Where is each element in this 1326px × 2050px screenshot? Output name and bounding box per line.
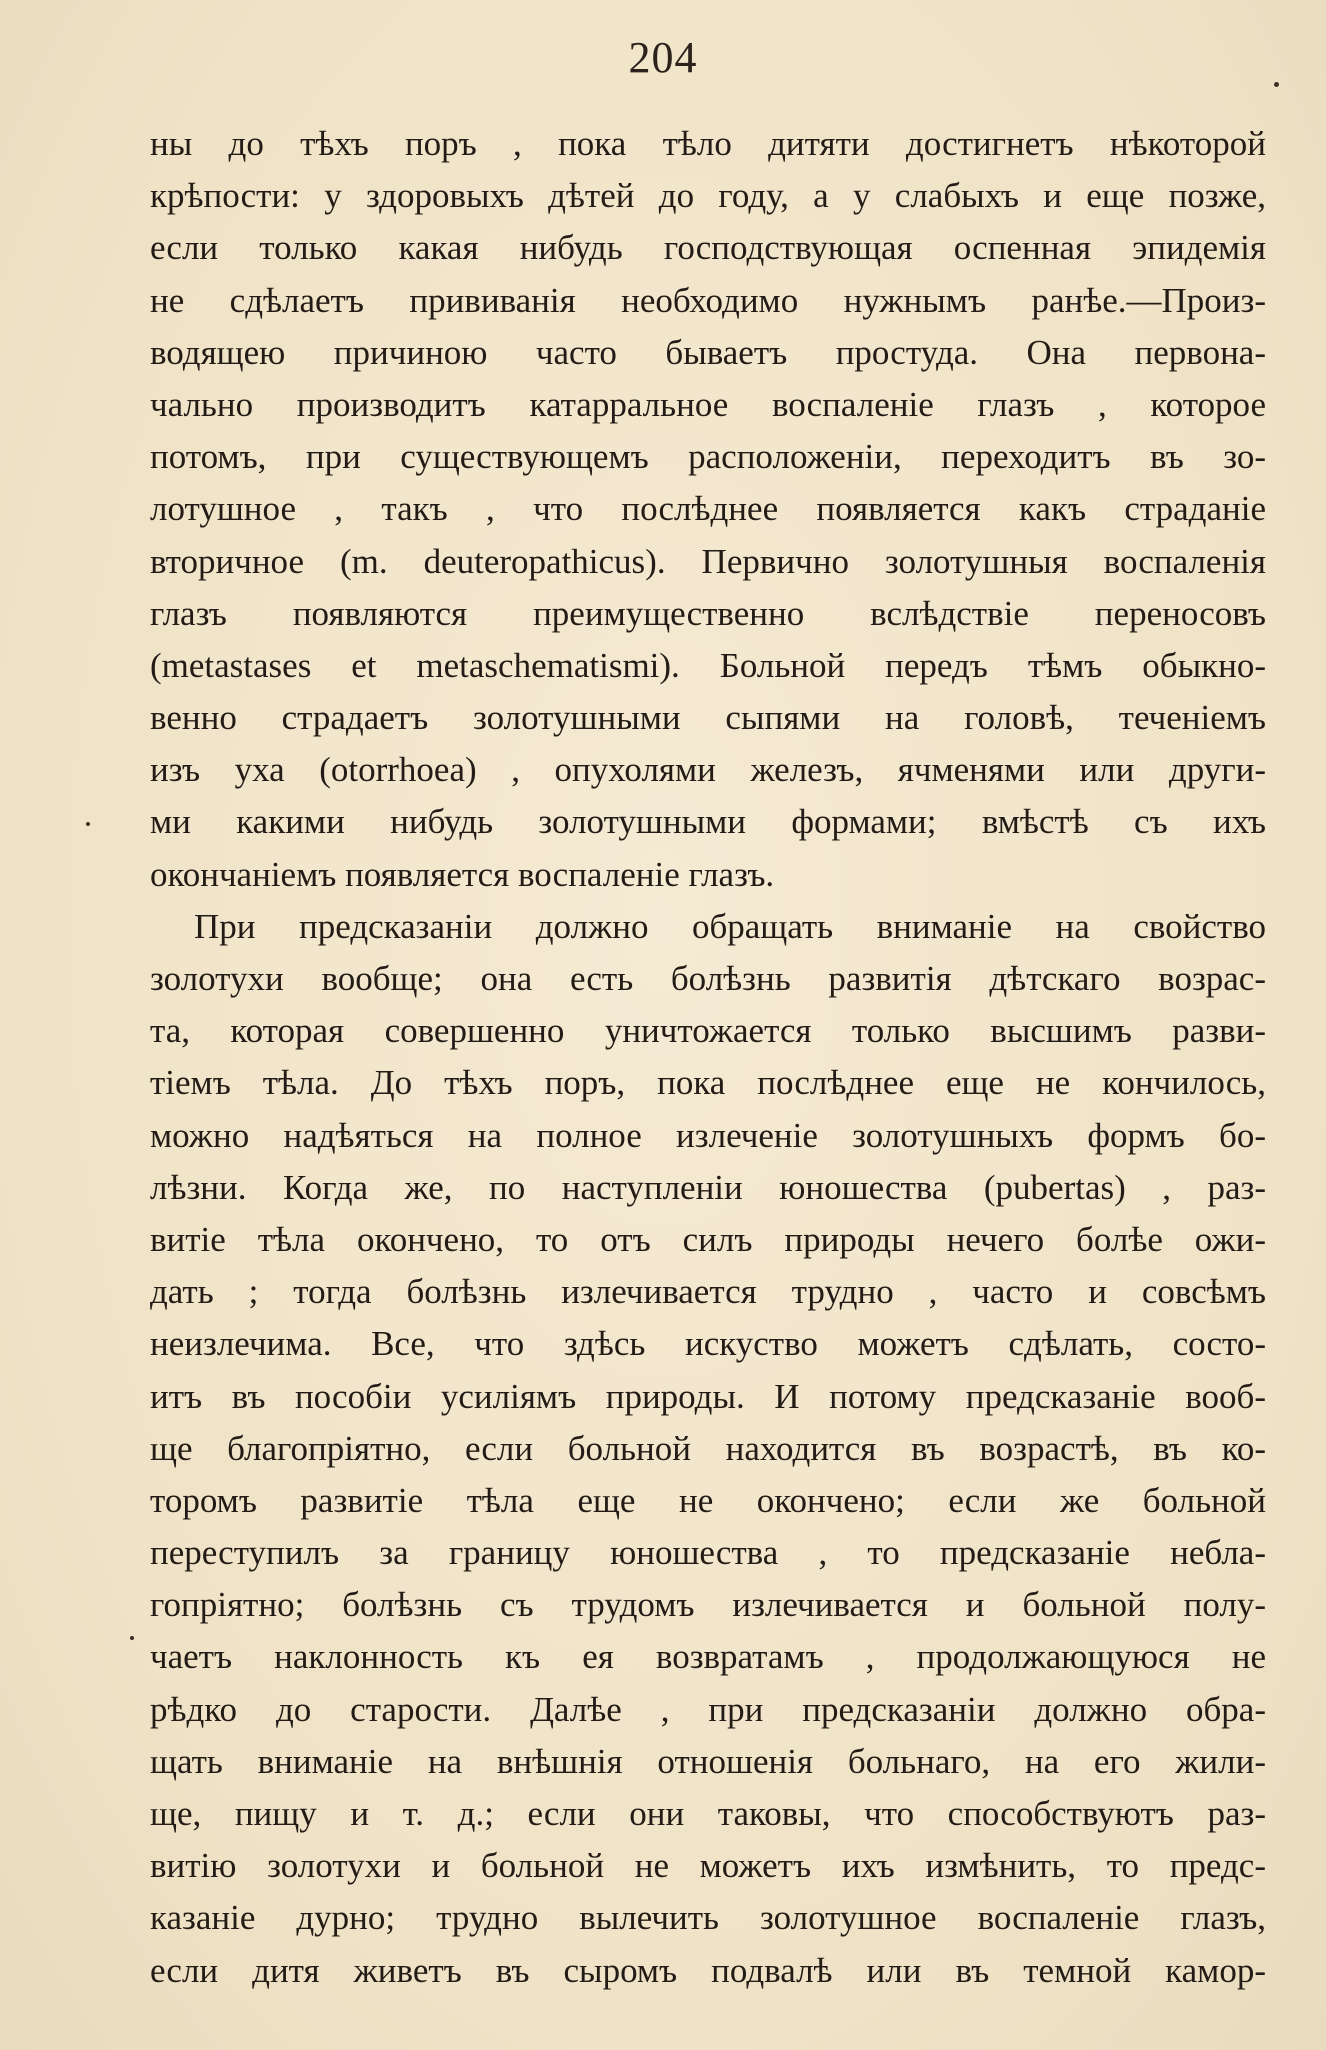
text-line: тіемъ тѣла. До тѣхъ поръ, пока послѣднее еще не кончилось, [150,1063,1266,1103]
paragraph [150,901,1266,1997]
ink-speck [130,1636,134,1640]
text-line: витіе тѣла окончено, то отъ силъ природы нечего болѣе ожи- [150,1219,1266,1259]
paragraph [150,118,1266,901]
text-line: крѣпости: у здоровыхъ дѣтей до году, а у слабыхъ и еще позже, [150,176,1266,216]
text-line: ми какими нибудь золотушными формами; вмѣстѣ съ ихъ [150,802,1266,842]
ink-speck [1274,82,1279,87]
page-number: 204 [628,33,698,82]
text-line: ны до тѣхъ поръ , пока тѣло дитяти достигнетъ нѣкоторой [150,124,1266,163]
ink-speck [86,822,90,826]
text-line: чально производитъ катарральное воспаленіе глазъ , которое [150,384,1266,424]
text-line: ще, пищу и т. д.; если они таковы, что способствуютъ раз- [150,1794,1266,1833]
text-line: переступилъ за границу юношества , то предсказаніе небла- [150,1533,1266,1573]
text-line: лѣзни. Когда же, по наступленіи юношества (pubertas) , раз- [150,1167,1266,1207]
text-line: (metastases et metaschematismi). Больной передъ тѣмъ обыкно- [150,645,1266,685]
text-line: ще благопріятно, если больной находится въ возрастѣ, въ ко- [150,1428,1266,1468]
text-line: если дитя живетъ въ сыромъ подвалѣ или въ темной камор- [150,1950,1266,1990]
text-line: золотухи вообще; она есть болѣзнь развитія дѣтскаго возрас- [150,959,1266,998]
text-line: казаніе дурно; трудно вылечить золотушное воспаленіе глазъ, [150,1898,1266,1938]
text-line: дать ; тогда болѣзнь излечивается трудно , часто и совсѣмъ [150,1272,1266,1312]
text-line: та, которая совершенно уничтожается только высшимъ разви- [150,1011,1266,1051]
text-line: вторичное (m. deuteropathicus). Первично золотушныя воспаленія [150,541,1266,581]
text-line: можно надѣяться на полное излеченіе золотушныхъ формъ бо- [150,1115,1266,1155]
text-line: гопріятно; болѣзнь съ трудомъ излечивается и больной полу- [150,1585,1266,1625]
text-line: потомъ, при существующемъ расположеніи, переходитъ въ зо- [150,437,1266,477]
text-line: не сдѣлаетъ прививанія необходимо нужнымъ ранѣе.—Произ- [150,280,1266,320]
text-line: неизлечима. Все, что здѣсь искуство можетъ сдѣлать, состо- [150,1324,1266,1364]
text-line: щать вниманіе на внѣшнія отношенія больнаго, на его жили- [150,1741,1266,1781]
text-line: витію золотухи и больной не можетъ ихъ измѣнить, то предс- [150,1846,1266,1886]
text-line: рѣдко до старости. Далѣе , при предсказаніи должно обра- [150,1689,1266,1729]
text-line: торомъ развитіе тѣла еще не окончено; если же больной [150,1480,1266,1520]
text-line: итъ въ пособіи усиліямъ природы. И потому предсказаніе вооб- [150,1376,1266,1416]
text-line: венно страдаетъ золотушными сыпями на головѣ, теченіемъ [150,698,1266,738]
body-text [150,118,1266,1997]
text-line: окончаніемъ появляется воспаленіе глазъ. [150,854,775,894]
text-line: лотушное , такъ , что послѣднее появляется какъ страданіе [150,489,1266,529]
text-line: чаетъ наклонность къ ея возвратамъ , продолжающуюся не [150,1637,1266,1677]
text-line: если только какая нибудь господствующая оспенная эпидемія [150,228,1266,268]
text-line: глазъ появляются преимущественно вслѣдствіе переносовъ [150,593,1266,633]
text-line: водящею причиною часто бываетъ простуда. Она первона- [150,332,1266,372]
text-line: изъ уха (otorrhoea) , опухолями железъ, ячменями или други- [150,750,1266,790]
text-line: При предсказаніи должно обращать вниманіе на свойство [194,906,1266,946]
